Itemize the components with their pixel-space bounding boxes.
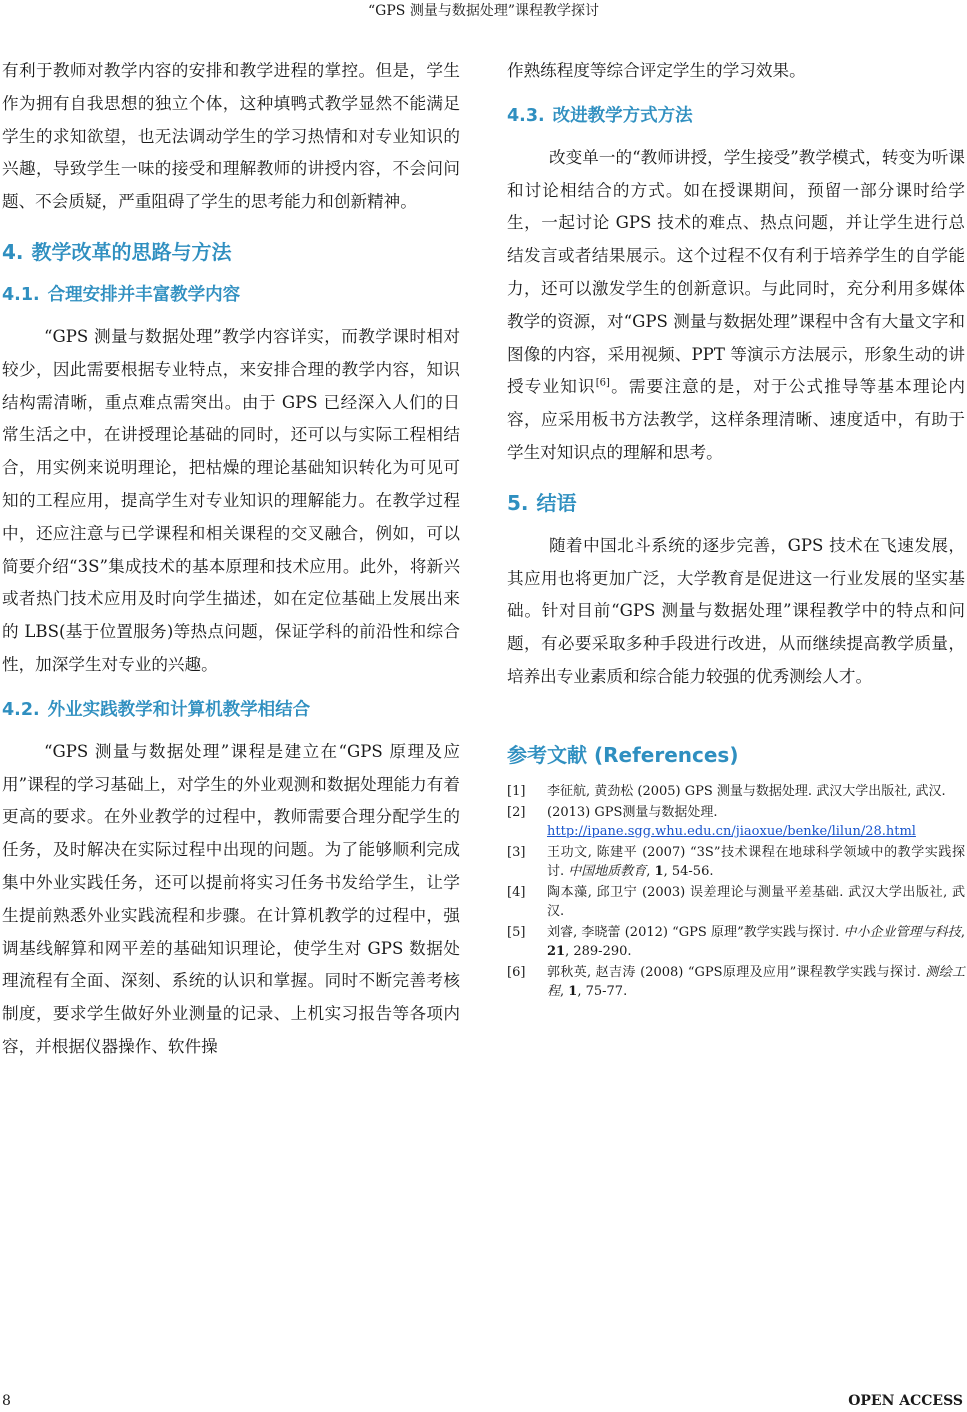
reference-link[interactable]: http://ipane.sgg.whu.edu.cn/jiaoxue/benke/lilun/28.html: [547, 823, 916, 839]
paragraph-intro: 有利于教师对教学内容的安排和教学进程的掌控。但是，学生作为拥有自我思想的独立个体，这种填鸭式教学显然不能满足学生的求知欲望，也无法调动学生的学习热情和对专业知识的兴趣，导致学生一味的接受和理解教师的讲授内容，不会问问题、不会质疑，严重阻碍了学生的思考能力和创新精神。: [2, 61, 460, 212]
right-column: [507, 55, 965, 1003]
paragraph-4-3-part-b: 。需要注意的是，对于公式推导等基本理论内容，应采用板书方法教学，这样条理清晰、速度适中，有助于学生对知识点的理解和思考。: [507, 377, 965, 462]
paragraph-5: 随着中国北斗系统的逐步完善，GPS 技术在飞速发展，其应用也将更加广泛，大学教育是促进这一行业发展的坚实基础。针对目前“GPS 测量与数据处理”课程教学中的特点和问题，有必要采取多种手段进行改进，从而继续提高教学质量，培养出专业素质和综合能力较强的优秀测绘人才。: [507, 535, 965, 686]
paragraph-4-1: “GPS 测量与数据处理”教学内容详实，而教学课时相对较少，因此需要根据专业特点，来安排合理的教学内容，知识结构需清晰，重点难点需突出。由于 GPS 已经深入人们的日常生活之中，在讲授理论基础的同时，还可以与实际工程相结合，用实例来说明理论，把枯燥的理论基础知识转化为可见可知的工程应用，提高学生对专业知识的理解能力。在教学过程中，还应注意与已学课程和相关课程的交叉融合，例如，可以简要介绍“3S”集成技术的基本原理和技术应用。此外，将新兴或者热门技术应用及时向学生描述，如在定位基础上发展出来的 LBS(基于位置服务)等热点问题，保证学科的前沿性和综合性，加深学生对专业的兴趣。: [2, 326, 460, 674]
reference-number: [2]: [507, 804, 526, 820]
section-4-1-title: 合理安排并丰富教学内容: [47, 284, 241, 305]
section-4-2-heading: [2, 696, 460, 724]
reference-text: [547, 803, 965, 841]
section-4-title: 教学改革的思路与方法: [31, 239, 232, 264]
reference-journal: 中小企业管理与科技: [843, 924, 961, 940]
section-4-2-number: 4.2.: [2, 699, 40, 720]
reference-number: [5]: [507, 924, 526, 940]
reference-text: 陶本藻, 邱卫宁 (2003) 误差理论与测量平差基础. 武汉大学出版社, 武汉.: [547, 884, 965, 919]
section-5-title: 结语: [536, 490, 577, 515]
reference-volume: 21: [547, 943, 566, 959]
paragraph-continued: 作熟练程度等综合评定学生的学习效果。: [507, 61, 806, 80]
section-4-number: 4.: [2, 239, 24, 264]
reference-separator: ,: [646, 863, 655, 879]
section-4-heading: [2, 237, 460, 267]
section-4-3-title: 改进教学方式方法: [552, 105, 693, 126]
reference-text: 李征航, 黄劲松 (2005) GPS 测量与数据处理. 武汉大学出版社, 武汉.: [547, 783, 946, 799]
reference-title: (2013) GPS测量与数据处理.: [547, 804, 718, 820]
reference-item: [507, 843, 965, 881]
reference-number: [4]: [507, 884, 526, 900]
reference-text: [547, 923, 965, 961]
reference-text: [547, 963, 965, 1001]
reference-journal: 中国地质教育: [568, 863, 647, 879]
reference-separator: ,: [560, 983, 569, 999]
running-header: “GPS 测量与数据处理”课程教学探讨: [368, 3, 599, 19]
reference-text: [547, 843, 965, 881]
section-4-2-title: 外业实践教学和计算机教学相结合: [47, 699, 311, 720]
reference-journal: 测绘工程: [547, 964, 965, 999]
reference-item: [507, 803, 965, 841]
paragraph-4-3: [507, 142, 965, 470]
reference-authors-title: 刘睿, 李晓蕾 (2012) “GPS 原理”教学实践与探讨.: [547, 924, 844, 940]
reference-item: [507, 923, 965, 961]
reference-volume: 1: [568, 983, 578, 999]
reference-item: [507, 782, 965, 801]
reference-authors-title: 郭秋英, 赵吉涛 (2008) “GPS原理及应用”课程教学实践与探讨.: [547, 964, 926, 980]
reference-list: [507, 782, 965, 1001]
section-4-1-heading: [2, 281, 460, 309]
section-4-1-number: 4.1.: [2, 284, 40, 305]
reference-number: [6]: [507, 964, 526, 980]
reference-pages: , 75-77.: [577, 983, 628, 999]
reference-item: [507, 963, 965, 1001]
reference-number: [1]: [507, 783, 526, 799]
paragraph-4-3-part-a: 改变单一的“教师讲授，学生接受”教学模式，转变为听课和讨论相结合的方式。如在授课期间，预留一部分课时给学生，一起讨论 GPS 技术的难点、热点问题，并让学生进行总结发言或者结果展示。这个过程不仅有利于培养学生的自学能力，还可以激发学生的创新意识。与此同时，充分利用多媒体教学的资源，对“GPS 测量与数据处理”课程中含有大量文字和图像的内容，采用视频、PPT 等演示方法展示，形象生动的讲授专业知识: [507, 147, 965, 397]
references-heading: 参考文献 (References): [507, 742, 739, 767]
section-4-3-heading: [507, 102, 965, 130]
section-5-heading: [507, 488, 965, 518]
reference-item: [507, 883, 965, 921]
reference-pages: , 54-56.: [663, 863, 714, 879]
left-column: [2, 55, 460, 1064]
section-4-3-number: 4.3.: [507, 105, 545, 126]
open-access-label: OPEN ACCESS: [848, 1393, 963, 1409]
reference-pages: , 289-290.: [565, 943, 632, 959]
reference-number: [3]: [507, 844, 526, 860]
section-5-number: 5.: [507, 490, 529, 515]
citation-6[interactable]: [6]: [595, 377, 610, 389]
reference-separator: ,: [960, 924, 965, 940]
page-number: 8: [2, 1393, 11, 1409]
paragraph-4-2: “GPS 测量与数据处理”课程是建立在“GPS 原理及应用”课程的学习基础上，对学生的外业观测和数据处理能力有着更高的要求。在外业教学的过程中，教师需要合理分配学生的任务，及时解决在实际过程中出现的问题。为了能够顺利完成集中外业实践任务，还可以提前将实习任务书发给学生，让学生提前熟悉外业实践流程和步骤。在计算机教学的过程中，强调基线解算和网平差的基础知识理论，使学生对 GPS 数据处理流程有全面、深刻、系统的认识和掌握。同时不断完善考核制度，要求学生做好外业测量的记录、上机实习报告等各项内容，并根据仪器操作、软件操: [2, 741, 460, 1056]
reference-volume: 1: [654, 863, 664, 879]
reference-authors-title: 王功文, 陈建平 (2007) “3S”技术课程在地球科学领域中的教学实践探讨.: [547, 844, 965, 879]
